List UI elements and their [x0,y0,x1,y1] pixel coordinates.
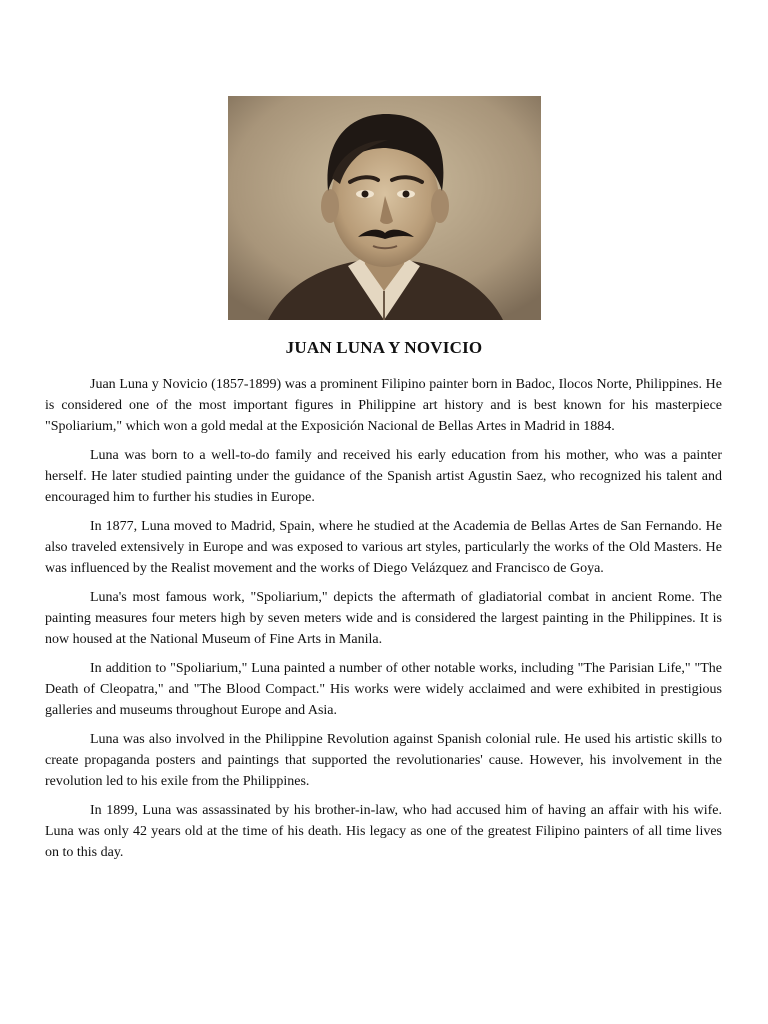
body-text [45,374,722,871]
sepia-portrait-photo-icon [228,96,541,320]
paragraph: Luna was born to a well-to-do family and received his early education from his mother, who was a painter herself. He later studied painting under the guidance of the Spanish artist Agustin Saez, who recognized his talent and encouraged him to further his studies in Europe. [45,448,722,505]
paragraph: In 1899, Luna was assassinated by his brother-in-law, who had accused him of having an affair with his wife. Luna was only 42 years old at the time of his death. His legacy as one of the greatest Filipino painters of all time lives on to this day. [45,803,722,860]
page-title: JUAN LUNA Y NOVICIO [285,338,483,357]
paragraph: In addition to "Spoliarium," Luna painted a number of other notable works, including "The Parisian Life," "The Death of Cleopatra," and "The Blood Compact." His works were widely acclaimed and were exhibited in prestigious galleries and museums throughout Europe and Asia. [45,661,722,718]
paragraph: In 1877, Luna moved to Madrid, Spain, where he studied at the Academia de Bellas Artes de San Fernando. He also traveled extensively in Europe and was exposed to various art styles, particularly the works of the Old Masters. He was influenced by the Realist movement and the works of Diego Velázquez and Francisco de Goya. [45,519,722,576]
paragraph: Luna was also involved in the Philippine Revolution against Spanish colonial rule. He used his artistic skills to create propaganda posters and paintings that supported the revolutionaries' cause. However, his involvement in the revolution led to his exile from the Philippines. [45,732,722,789]
paragraph: Juan Luna y Novicio (1857-1899) was a prominent Filipino painter born in Badoc, Ilocos Norte, Philippines. He is considered one of the most important figures in Philippine art history and is best known for his masterpiece "Spoliarium," which won a gold medal at the Exposición Nacional de Bellas Artes in Madrid in 1884. [45,377,722,434]
paragraph: Luna's most famous work, "Spoliarium," depicts the aftermath of gladiatorial combat in ancient Rome. The painting measures four meters high by seven meters wide and is considered the largest painting in the Philippines. It is now housed at the National Museum of Fine Arts in Manila. [45,590,722,647]
portrait-image [228,96,541,320]
